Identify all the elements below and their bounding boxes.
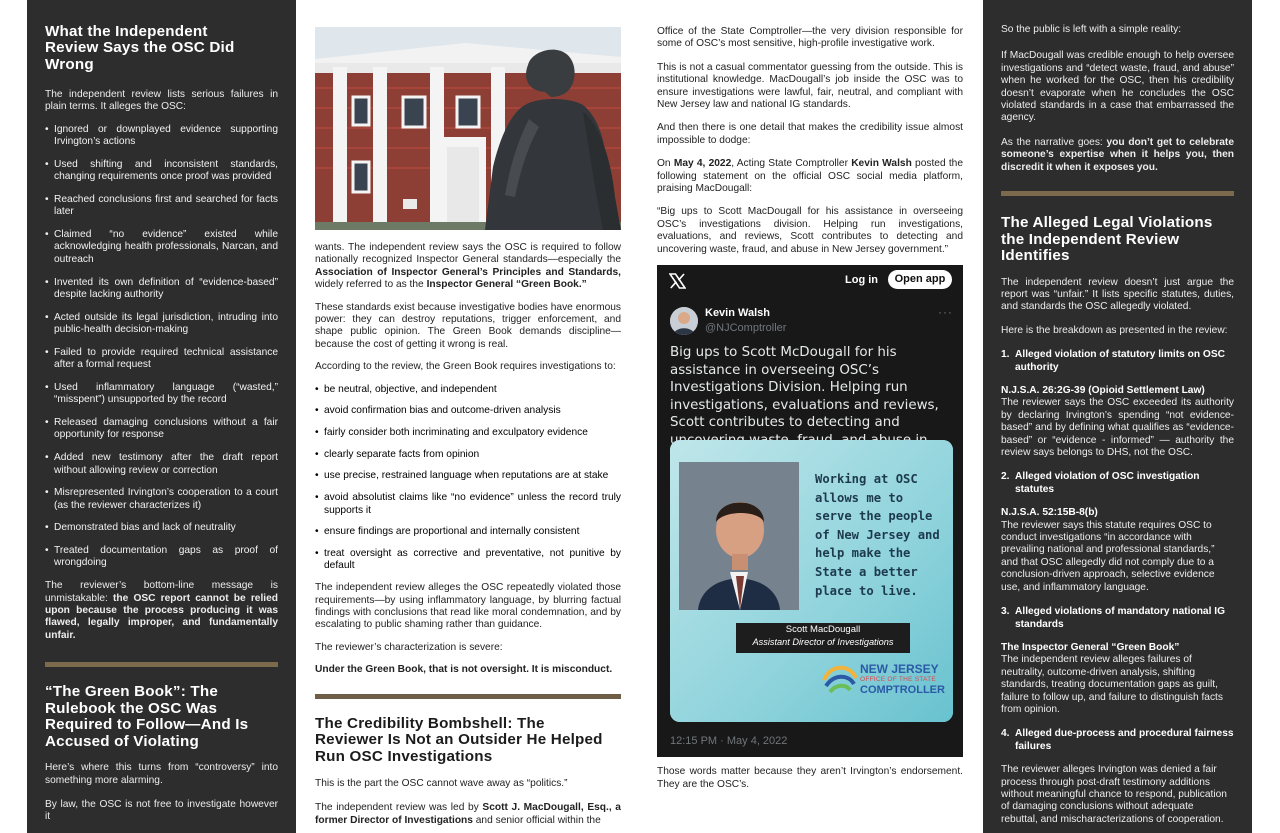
violations-list — [1001, 471, 1234, 496]
quote-paragraph: “Big ups to Scott MacDougall for his assistance in overseeing OSC’s investigations division. Helping run investigations, evaluations, and reviews, Scott contributes to detecting and uncovering waste, fraud, and abuse in New Jersey government.” — [657, 206, 963, 255]
text-span: On — [657, 158, 674, 170]
paragraph: By law, the OSC is not free to investigate however it — [45, 798, 278, 823]
text-bold: May 4, 2022 — [673, 158, 732, 170]
paragraph: The independent review doesn’t just argue the report was “unfair.” It lists specific statutes, duties, and standards the OSC allegedly violated. — [1001, 276, 1234, 313]
statute-body: The reviewer says the OSC exceeded its authority by declaring Irvington’s spending “not evidence-based” and by defining what qualifies as “evidence-based” or “evidence - informed” — authority the review says belongs to DHS, not the OSC. — [1001, 397, 1234, 459]
violations-list — [1001, 728, 1234, 753]
text-span: widely referred to as the — [315, 279, 427, 291]
paragraph: Here is the breakdown as presented in the review: — [1001, 324, 1228, 336]
section-heading-what-review-says: What the Independent Review Says the OSC Did Wrong — [45, 23, 235, 73]
avatar[interactable] — [670, 307, 698, 335]
item-title: Alleged violation of statutory limits on OSC authority — [1015, 349, 1225, 373]
statute-body: The reviewer alleges Irvington was denied a fair process through post-draft testimony additions without meaningful chance to respond, publication of damaging conclusions without adequate rebuttal, and mischaracterizations of cooperation. — [1001, 764, 1227, 825]
item-title: Alleged due-process and procedural fairness failures — [1015, 728, 1234, 752]
list-item: • Misrepresented Irvington’s cooperation to a court (as the reviewer characterizes it) — [45, 487, 278, 512]
list-item: • Used inflammatory language (“wasted,” “misspent”) unsupported by the record — [45, 382, 278, 407]
text-span: and senior official within the — [472, 814, 601, 826]
list-item: • Failed to provide required technical assistance after a formal request — [45, 347, 278, 372]
bottom-line-paragraph — [45, 580, 278, 642]
list-item: • fairly consider both incriminating and exculpatory evidence — [315, 427, 621, 439]
text-bold: Inspector General “Green Book.” — [426, 279, 587, 291]
promo-card-quote: Working at OSC allows me to serve the people of New Jersey and help make the State a better place to live. — [815, 472, 940, 598]
paragraph: Office of the State Comptroller—the very division responsible for some of OSC’s most sensitive, high-profile investigative work. — [657, 26, 963, 50]
paragraph: These standards exist because investigative bodies have enormous power: they can destroy reputations, trigger enforcement, and shape public opinion. The Green Book demands discipline—because the cost of getting it wrong is real. — [315, 301, 621, 350]
list-item: • Ignored or downplayed evidence supporting Irvington’s actions — [45, 124, 278, 149]
section-divider — [1001, 191, 1234, 196]
narrative-paragraph — [1001, 137, 1234, 174]
section-divider — [45, 662, 278, 667]
list-item: • be neutral, objective, and independent — [315, 384, 621, 396]
paragraph: The independent review alleges the OSC repeatedly violated those requirements—by using inflammatory language, by blurring factual findings with conclusions that read like moral condemnation, and by escalating to public shaming rather than guidance. — [315, 582, 621, 631]
promo-card-title: Assistant Director of Investigations — [752, 637, 894, 648]
misconduct-statement: Under the Green Book, that is not oversight. It is misconduct. — [315, 664, 613, 676]
list-item: • Invented its own definition of “evidence-based” despite lacking authority — [45, 277, 278, 302]
right-column — [983, 0, 1252, 833]
statute-body: The independent review alleges failures of neutrality, outcome-driven analysis, shifting standards, treating documentation gaps as guilt, failure to follow up, and failure to distinguish facts from opinion. — [1001, 654, 1223, 715]
list-item: • Reached conclusions first and searched for facts later — [45, 194, 278, 219]
paragraph: Here’s where this turns from “controversy” into something more alarming. — [45, 762, 278, 786]
item-title: Alleged violation of OSC investigation statutes — [1015, 471, 1200, 495]
paragraph: This is not a casual commentator guessing from the outside. This is institutional knowledge. MacDougall’s job inside the OSC was to ensure investigations were lawful, fair, neutral, and compliant with New Jersey law and national IG standards. — [657, 61, 963, 111]
bottom-line-intro: The reviewer’s bottom-line message is unmistakable: — [45, 580, 278, 604]
item-number: 4. — [1001, 728, 1010, 740]
paragraph: If MacDougall was credible enough to help oversee investigations and “detect waste, fraud, and abuse” when he worked for the OSC, then his credibility doesn’t evaporate when he concludes the OSC violated standards in a case that embarrassed the agency. — [1001, 50, 1234, 124]
more-options-icon[interactable]: ··· — [938, 305, 953, 320]
violations-list — [1001, 349, 1234, 374]
list-item: • Claimed “no evidence” existed while acknowledging health professionals, Narcan, and outreach — [45, 229, 278, 266]
green-book-paragraph — [315, 242, 621, 292]
login-link[interactable]: Log in — [845, 274, 878, 287]
paragraph: According to the review, the Green Book requires investigations to: — [315, 361, 616, 373]
paragraph: Those words matter because they aren’t Irvington’s endorsement. They are the OSC’s. — [657, 766, 963, 790]
text-bold: Association of Inspector General’s Principles and Standards, — [315, 266, 621, 278]
item-number: 3. — [1001, 606, 1010, 618]
item-number: 2. — [1001, 471, 1010, 483]
section-heading-credibility: The Credibility Bombshell: The Reviewer Is Not an Outsider He Helped Run OSC Investigations — [315, 714, 603, 765]
text-span: posted the following statement on the official OSC social media platform, praising MacDougall: — [657, 158, 963, 195]
embedded-tweet — [657, 265, 963, 757]
violations-list — [1001, 606, 1234, 631]
statue-photo — [315, 27, 621, 230]
tweet-timestamp[interactable]: 12:15 PM · May 4, 2022 — [670, 735, 788, 748]
paragraph: And then there is one detail that makes the credibility issue almost impossible to dodge: — [657, 122, 963, 146]
item-number: 1. — [1001, 349, 1010, 361]
list-item: • avoid absolutist claims like “no evidence” unless the record truly supports it — [315, 492, 621, 517]
list-item — [1001, 349, 1234, 374]
list-item: • Acted outside its legal jurisdiction, intruding into public-health decision-making — [45, 312, 278, 337]
x-logo-icon — [669, 273, 686, 294]
second-column — [315, 0, 621, 833]
logo-line-office: OFFICE OF THE STATE — [860, 676, 936, 684]
list-item: • Treated documentation gaps as proof of wrongdoing — [45, 545, 278, 570]
tweet-image-card[interactable] — [670, 440, 953, 722]
list-item: • Released damaging conclusions without a fair opportunity for response — [45, 417, 278, 442]
left-column — [27, 0, 296, 833]
list-item: • Used shifting and inconsistent standards, changing requirements once proof was provided — [45, 159, 278, 184]
nj-comptroller-logo-icon — [820, 660, 860, 698]
paragraph: The reviewer’s characterization is severe: — [315, 641, 503, 653]
list-item: • Added new testimony after the draft report without allowing review or correction — [45, 452, 278, 477]
list-item — [1001, 471, 1234, 496]
third-column — [657, 0, 963, 833]
list-item: • clearly separate facts from opinion — [315, 449, 621, 461]
tweet-author-handle[interactable]: @NJComptroller — [705, 322, 787, 335]
tweet-text: Big ups to Scott McDougall for his assistance in overseeing OSC’s Investigations Division. Helping run investigations, evaluations and reviews, Scott contributes to detecting and — [670, 345, 939, 431]
statute-citation: The Inspector General “Green Book” — [1001, 641, 1180, 653]
section-heading-legal-violations: The Alleged Legal Violations the Independent Review Identifies — [1001, 214, 1213, 265]
text-span: As the narrative goes: — [1001, 136, 1107, 148]
green-book-requirements-list — [315, 384, 621, 573]
section-divider — [315, 694, 621, 699]
item-title: Alleged violations of mandatory national IG standards — [1015, 606, 1226, 630]
macdougall-paragraph — [315, 802, 621, 827]
bottom-line-bold: the OSC report cannot be relied upon because the process producing it was flawed, legally improper, and fundamentally unfair. — [45, 592, 278, 641]
statute-citation: N.J.S.A. 52:15B-8(b) — [1001, 507, 1098, 519]
failures-list — [45, 124, 278, 570]
section-heading-green-book: “The Green Book”: The Rulebook the OSC Was Required to Follow—And Is Accused of Violating — [45, 683, 249, 750]
promo-card-name: Scott MacDougall — [785, 624, 861, 636]
text-span: wants. The independent review says the OSC is required to follow nationally recognized Inspector General standards—especially the — [315, 242, 621, 266]
statute-body: The reviewer says this statute requires OSC to conduct investigations “in accordance with prevailing national and professional standards,” and that OSC allegedly did not comply due to a conclusion-driven approach, selective evidence use, and inflammatory language. — [1001, 519, 1215, 593]
text-bold: you don’t get to celebrate someone’s expertise when it helps you, then discredit it when it exposes you. — [1001, 136, 1234, 173]
list-item: • treat oversight as corrective and preventative, not punitive by default — [315, 548, 621, 573]
paragraph: This is the part the OSC cannot wave away as “politics.” — [315, 778, 568, 790]
text-span: The independent review was led by — [315, 802, 483, 814]
list-item: • ensure findings are proportional and internally consistent — [315, 526, 621, 538]
walsh-paragraph — [657, 158, 963, 195]
statute-citation: N.J.S.A. 26:2G-39 (Opioid Settlement Law) — [1001, 385, 1205, 396]
tweet-author-name[interactable]: Kevin Walsh — [705, 307, 770, 320]
list-item — [1001, 728, 1234, 753]
logo-line-new-jersey: NEW JERSEY — [860, 662, 939, 677]
list-item: • Demonstrated bias and lack of neutrality — [45, 522, 278, 534]
list-item: • avoid confirmation bias and outcome-driven analysis — [315, 405, 621, 417]
open-app-button[interactable]: Open app — [888, 270, 952, 289]
list-item: • use precise, restrained language when reputations are at stake — [315, 470, 621, 482]
logo-line-comptroller: COMPTROLLER — [860, 684, 945, 697]
text-span: , Acting State Comptroller — [731, 158, 852, 170]
list-item — [1001, 606, 1234, 631]
text-bold: Kevin Walsh — [851, 158, 912, 170]
statue-photo-illustration — [315, 27, 621, 230]
text-bold: Scott J. MacDougall, Esq., a former Director of Investigations — [315, 802, 621, 826]
intro-paragraph: The independent review lists serious failures in plain terms. It alleges the OSC: — [45, 88, 278, 113]
paragraph: So the public is left with a simple reality: — [1001, 24, 1182, 35]
